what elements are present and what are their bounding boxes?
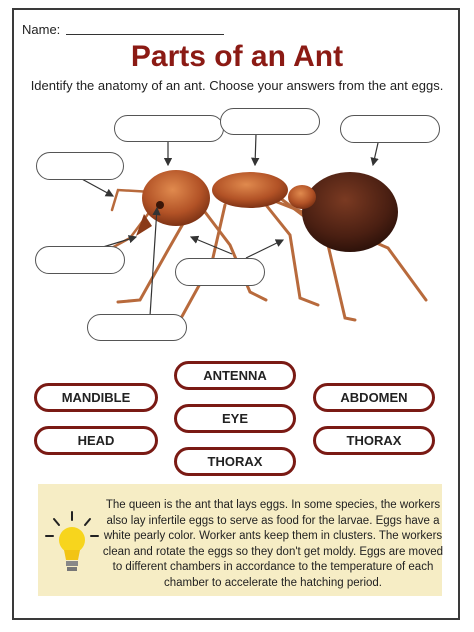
label-box-top-center[interactable] (220, 108, 320, 135)
ant-petiole (288, 185, 316, 209)
label-box-center[interactable] (175, 258, 265, 286)
label-box-top-right[interactable] (340, 115, 440, 143)
label-box-bottom[interactable] (87, 314, 187, 341)
answer-antenna[interactable]: ANTENNA (174, 361, 296, 390)
answer-head[interactable]: HEAD (34, 426, 158, 455)
ant-thorax (212, 172, 288, 208)
answer-eye[interactable]: EYE (174, 404, 296, 433)
label-box-left-upper[interactable] (36, 152, 124, 180)
name-label: Name: (22, 22, 61, 37)
ant-abdomen (302, 172, 398, 252)
label-box-left-lower[interactable] (35, 246, 125, 274)
lightbulb-icon (42, 508, 102, 578)
answer-thorax-right[interactable]: THORAX (313, 426, 435, 455)
info-panel (38, 484, 442, 596)
page-title: Parts of an Ant (130, 40, 344, 73)
info-text: The queen is the ant that lays eggs. In some species, the workers also lay infertile eggs to serve as food for the larvae. Eggs have a white pearly color. Worker ants keep them in clusters. The workers clean and rotate the eggs so they don't get moldy. Eggs are moved to different chambers in accordance to the temperature of each chamber to accelerate the hatching period. (102, 499, 444, 589)
answer-mandible[interactable]: MANDIBLE (34, 383, 158, 412)
ant-head (142, 170, 210, 226)
answer-abdomen[interactable]: ABDOMEN (313, 383, 435, 412)
ant-eye (156, 201, 164, 209)
instructions: Identify the anatomy of an ant. Choose your answers from the ant eggs. (30, 78, 444, 93)
answer-thorax-bottom[interactable]: THORAX (174, 447, 296, 476)
label-box-top-left[interactable] (114, 115, 224, 142)
